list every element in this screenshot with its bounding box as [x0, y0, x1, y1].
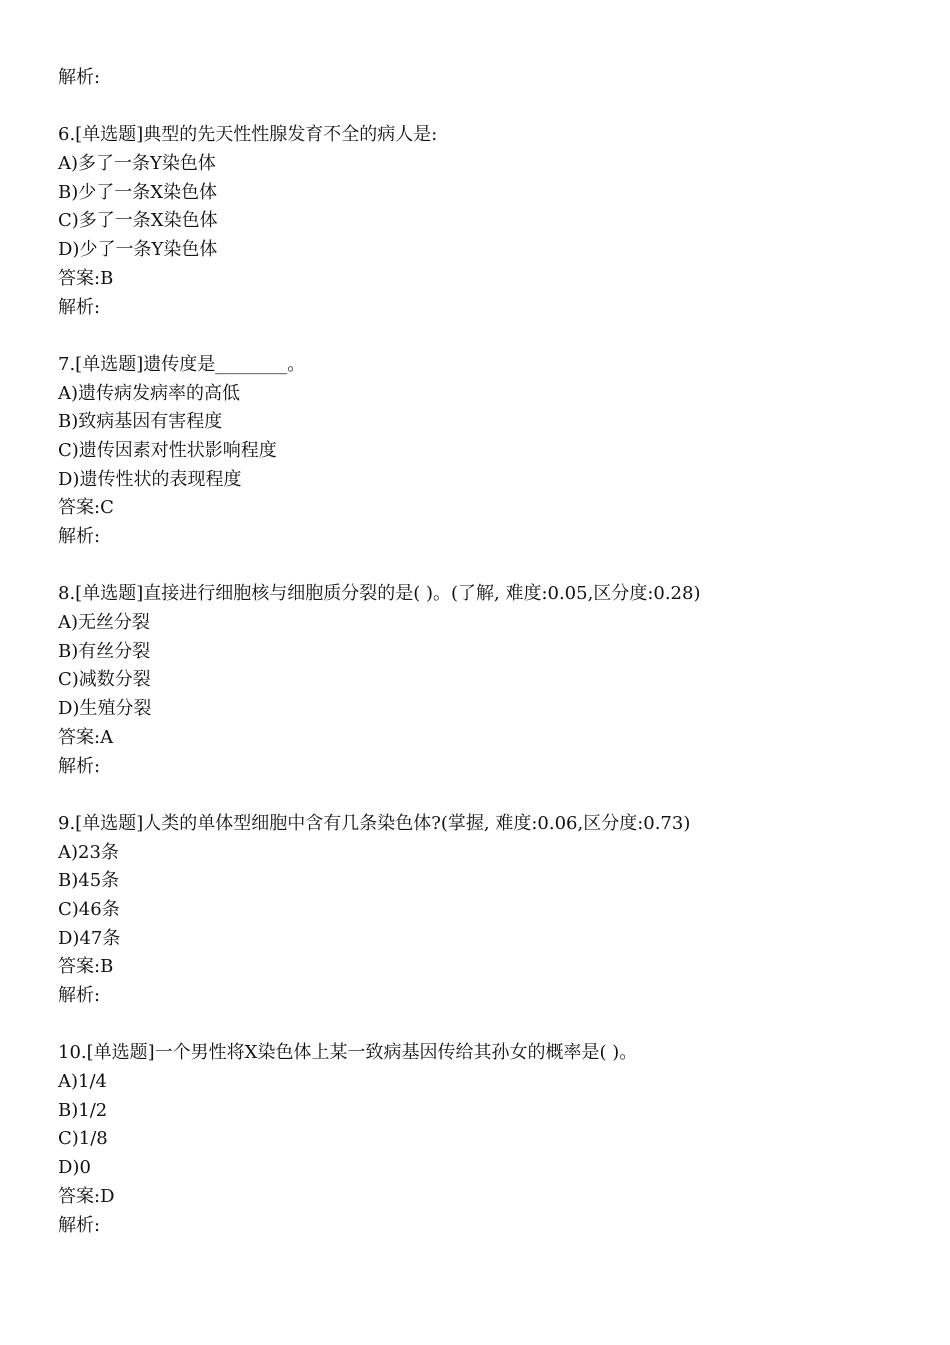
option-b: B)少了一条X染色体	[58, 181, 218, 203]
option-c: C)多了一条X染色体	[58, 210, 218, 232]
option-a: A)无丝分裂	[58, 612, 151, 634]
answer-text: 答案:C	[58, 497, 114, 519]
question-stem: 9.[单选题]人类的单体型细胞中含有几条染色体?(掌握, 难度:0.06,区分度:0.73)	[58, 812, 691, 834]
analysis-label: 解析:	[58, 755, 101, 777]
analysis-label: 解析:	[58, 296, 101, 318]
option-a: A)多了一条Y染色体	[58, 153, 216, 175]
option-c: C)减数分裂	[58, 669, 151, 691]
option-a: A)23条	[58, 841, 119, 863]
analysis-label: 解析:	[58, 985, 101, 1006]
option-c: C)1/8	[58, 1128, 108, 1150]
lead-analysis-label: 解析:	[58, 67, 101, 88]
option-a: A)遗传病发病率的高低	[58, 382, 241, 404]
question-7	[58, 351, 950, 552]
question-stem: 10.[单选题]一个男性将X染色体上某一致病基因传给其孙女的概率是( )。	[58, 1042, 638, 1064]
question-6	[58, 121, 950, 322]
question-10	[58, 1039, 950, 1240]
answer-text: 答案:B	[58, 956, 114, 978]
option-d: D)生殖分裂	[58, 698, 152, 720]
option-c: C)遗传因素对性状影响程度	[58, 439, 277, 461]
question-9	[58, 810, 950, 1011]
spacer	[58, 781, 950, 810]
analysis-label: 解析:	[58, 526, 101, 547]
option-a: A)1/4	[58, 1071, 107, 1093]
question-8	[58, 580, 950, 781]
spacer	[58, 322, 950, 351]
option-b: B)45条	[58, 870, 120, 892]
option-b: B)有丝分裂	[58, 640, 151, 662]
spacer	[58, 1011, 950, 1040]
option-c: C)46条	[58, 898, 120, 920]
question-stem: 8.[单选题]直接进行细胞核与细胞质分裂的是( )。(了解, 难度:0.05,区分度:0.28)	[58, 583, 701, 605]
option-d: D)47条	[58, 927, 121, 949]
question-stem: 7.[单选题]遗传度是________。	[58, 353, 306, 375]
answer-text: 答案:D	[58, 1185, 115, 1207]
option-d: D)少了一条Y染色体	[58, 239, 218, 261]
question-stem: 6.[单选题]典型的先天性性腺发育不全的病人是:	[58, 124, 438, 146]
option-d: D)0	[58, 1157, 91, 1179]
answer-text: 答案:B	[58, 267, 114, 289]
analysis-label: 解析:	[58, 1214, 101, 1236]
answer-text: 答案:A	[58, 726, 114, 748]
option-d: D)遗传性状的表现程度	[58, 468, 242, 490]
spacer	[58, 552, 950, 581]
option-b: B)1/2	[58, 1099, 108, 1121]
option-b: B)致病基因有害程度	[58, 411, 223, 433]
spacer	[58, 93, 950, 122]
